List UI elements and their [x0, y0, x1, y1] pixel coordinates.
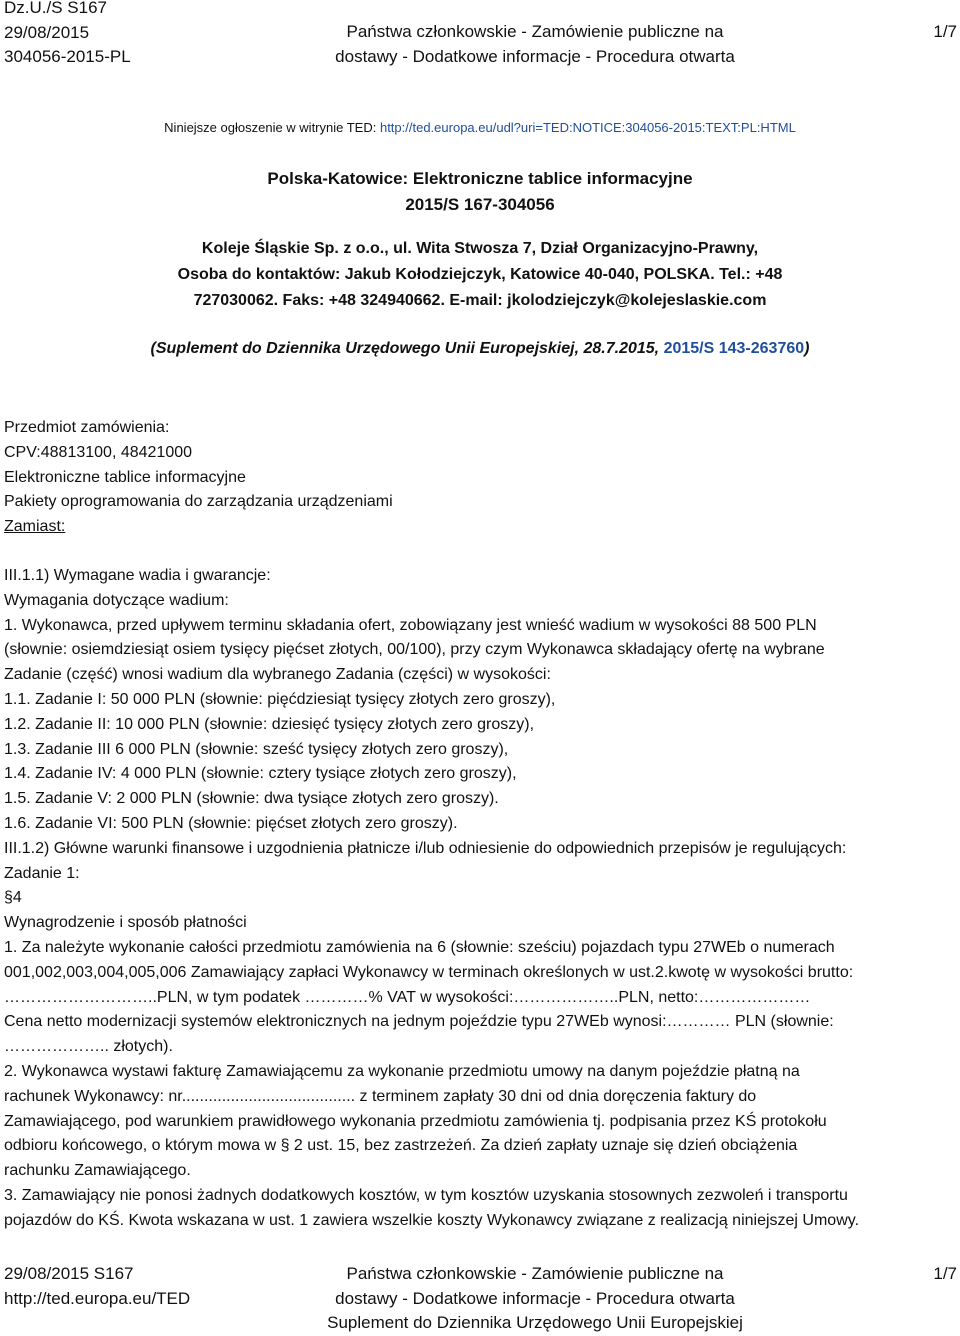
body-line: 1.1. Zadanie I: 50 000 PLN (słownie: pięćdziesiąt tysięcy złotych zero groszy), [4, 690, 556, 708]
footer-title-line2: dostawy - Dodatkowe informacje - Procedura otwarta [335, 1288, 735, 1308]
footer-page-number: 1/7 [933, 1264, 957, 1283]
instead-label: Zamiast: [4, 518, 66, 536]
body-line: rachunku Zamawiającego. [4, 1162, 191, 1180]
body-line: Zamawiającego, pod warunkiem prawidłowego wykonania przedmiotu zamówienia tj. podpisania przez KŚ protokołu [4, 1112, 827, 1130]
body-line: pojazdów do KŚ. Kwota wskazana w ust. 1 zawiera wszelkie koszty Wykonawcy związane z realizacją niniejszej Umowy. [4, 1211, 860, 1229]
body-line: 001,002,003,004,005,006 Zamawiający zapłaci Wykonawcy w terminach określonych w ust.2.kwotę w wysokości brutto: [4, 963, 854, 981]
body-line: Zadanie (część) wnosi wadium dla wybranego Zadania (części) w wysokości: [4, 666, 551, 684]
page-header [0, 0, 960, 72]
body-line: 2. Wykonawca wystawi fakturę Zamawiającemu za wykonanie przedmiotu umowy na danym pojeździe płatną na [4, 1062, 800, 1080]
body-line: Cena netto modernizacji systemów elektronicznych na jednym pojeździe typu 27WEb wynosi:………… PLN (słownie: [4, 1013, 834, 1031]
notice-title-line2: 2015/S 167-304056 [405, 195, 555, 214]
spacer [4, 540, 954, 564]
notice-body [4, 416, 954, 1234]
body-line: ………………………..PLN, w tym podatek …………% VAT w wysokości:………………..PLN, netto:………………… [4, 988, 811, 1006]
body-line: rachunek Wykonawcy: nr....................................... z terminem zapłaty 30 dni od dnia doręczenia faktury do [4, 1087, 757, 1105]
header-left [4, 0, 131, 70]
footer-url: http://ted.europa.eu/TED [4, 1288, 191, 1308]
contact-line2: Osoba do kontaktów: Jakub Kołodziejczyk, Katowice 40-040, POLSKA. Tel.: +48 [177, 266, 783, 283]
body-line: III.1.2) Główne warunki finansowe i uzgodnienia płatnicze i/lub odniesienie do odpowiednich przepisów je regulujących: [4, 839, 847, 857]
body-line: odbioru końcowego, o którym mowa w § 2 ust. 15, bez zastrzeżeń. Za dzień zapłaty uznaje się dzień obciążenia [4, 1137, 798, 1155]
body-line: ……………….. złotych). [4, 1038, 173, 1056]
supplement-ref-link[interactable]: 2015/S 143-263760 [663, 340, 805, 357]
body-line: III.1.1) Wymagane wadia i gwarancje: [4, 566, 271, 584]
footer-title [300, 1262, 770, 1336]
supplement-prefix: (Suplement do Dziennika Urzędowego Unii Europejskiej, 28.7.2015, [150, 340, 664, 357]
contracting-authority-contact [140, 236, 820, 314]
page-footer [0, 1262, 960, 1334]
footer-left [4, 1262, 190, 1311]
header-doc-id: 304056-2015-PL [4, 47, 131, 66]
body-line: 1.3. Zadanie III 6 000 PLN (słownie: sześć tysięcy złotych zero groszy), [4, 740, 509, 758]
notice-line [0, 120, 960, 135]
body-line: Wynagrodzenie i sposób płatności [4, 914, 247, 932]
body-line: 1.4. Zadanie IV: 4 000 PLN (słownie: cztery tysiące złotych zero groszy), [4, 765, 517, 783]
header-title [300, 20, 770, 69]
body-line: 1.2. Zadanie II: 10 000 PLN (słownie: dziesięć tysięcy złotych zero groszy), [4, 715, 535, 733]
content-lines [4, 564, 954, 1234]
supplement-suffix: ) [804, 340, 810, 357]
subject-desc1: Elektroniczne tablice informacyjne [4, 468, 246, 486]
body-line: Wymagania dotyczące wadium: [4, 591, 229, 609]
notice-url-link[interactable]: http://ted.europa.eu/udl?uri=TED:NOTICE:304056-2015:TEXT:PL:HTML [379, 120, 796, 135]
footer-title-line1: Państwa członkowskie - Zamówienie publiczne na [346, 1264, 724, 1283]
body-line: 1. Wykonawca, przed upływem terminu składania ofert, zobowiązany jest wnieść wadium w wysokości 88 500 PLN [4, 616, 817, 634]
notice-title [0, 166, 960, 218]
header-page-number: 1/7 [933, 22, 957, 41]
contact-line3: 727030062. Faks: +48 324940662. E-mail: jkolodziejczyk@kolejeslaskie.com [193, 292, 767, 309]
header-title-line2: dostawy - Dodatkowe informacje - Procedura otwarta [335, 46, 735, 66]
body-line: 1. Za należyte wykonanie całości przedmiotu zamówienia na 6 (słownie: sześciu) pojazdach typu 27WEb o numerach [4, 938, 835, 956]
body-line: Zadanie 1: [4, 864, 80, 882]
notice-prefix: Niniejsze ogłoszenie w witrynie TED: [164, 120, 380, 135]
footer-title-line3: Suplement do Dziennika Urzędowego Unii Europejskiej [327, 1313, 743, 1332]
body-line: 3. Zamawiający nie ponosi żadnych dodatkowych kosztów, w tym kosztów uzyskania stosownych zezwoleń i transportu [4, 1186, 848, 1204]
header-title-line1: Państwa członkowskie - Zamówienie publiczne na [346, 22, 724, 41]
subject-label: Przedmiot zamówienia: [4, 419, 170, 436]
footer-date-issue: 29/08/2015 S167 [4, 1264, 134, 1283]
contact-line1: Koleje Śląskie Sp. z o.o., ul. Wita Stwosza 7, Dział Organizacyjno-Prawny, [201, 240, 759, 257]
subject-cpv: CPV:48813100, 48421000 [4, 443, 193, 461]
body-line: 1.6. Zadanie VI: 500 PLN (słownie: pięćset złotych zero groszy). [4, 814, 458, 832]
subject-desc2: Pakiety oprogramowania do zarządzania urządzeniami [4, 493, 393, 511]
body-line: (słownie: osiemdziesiąt osiem tysięcy pięćset złotych, 00/100), przy czym Wykonawca składający ofertę na wybrane [4, 641, 825, 659]
header-source: Dz.U./S S167 [4, 0, 107, 17]
notice-title-line1: Polska-Katowice: Elektroniczne tablice informacyjne [267, 169, 693, 188]
body-line: 1.5. Zadanie V: 2 000 PLN (słownie: dwa tysiące złotych zero groszy). [4, 790, 499, 808]
header-date: 29/08/2015 [4, 22, 90, 42]
supplement-reference [0, 340, 960, 358]
body-line: §4 [4, 889, 22, 907]
